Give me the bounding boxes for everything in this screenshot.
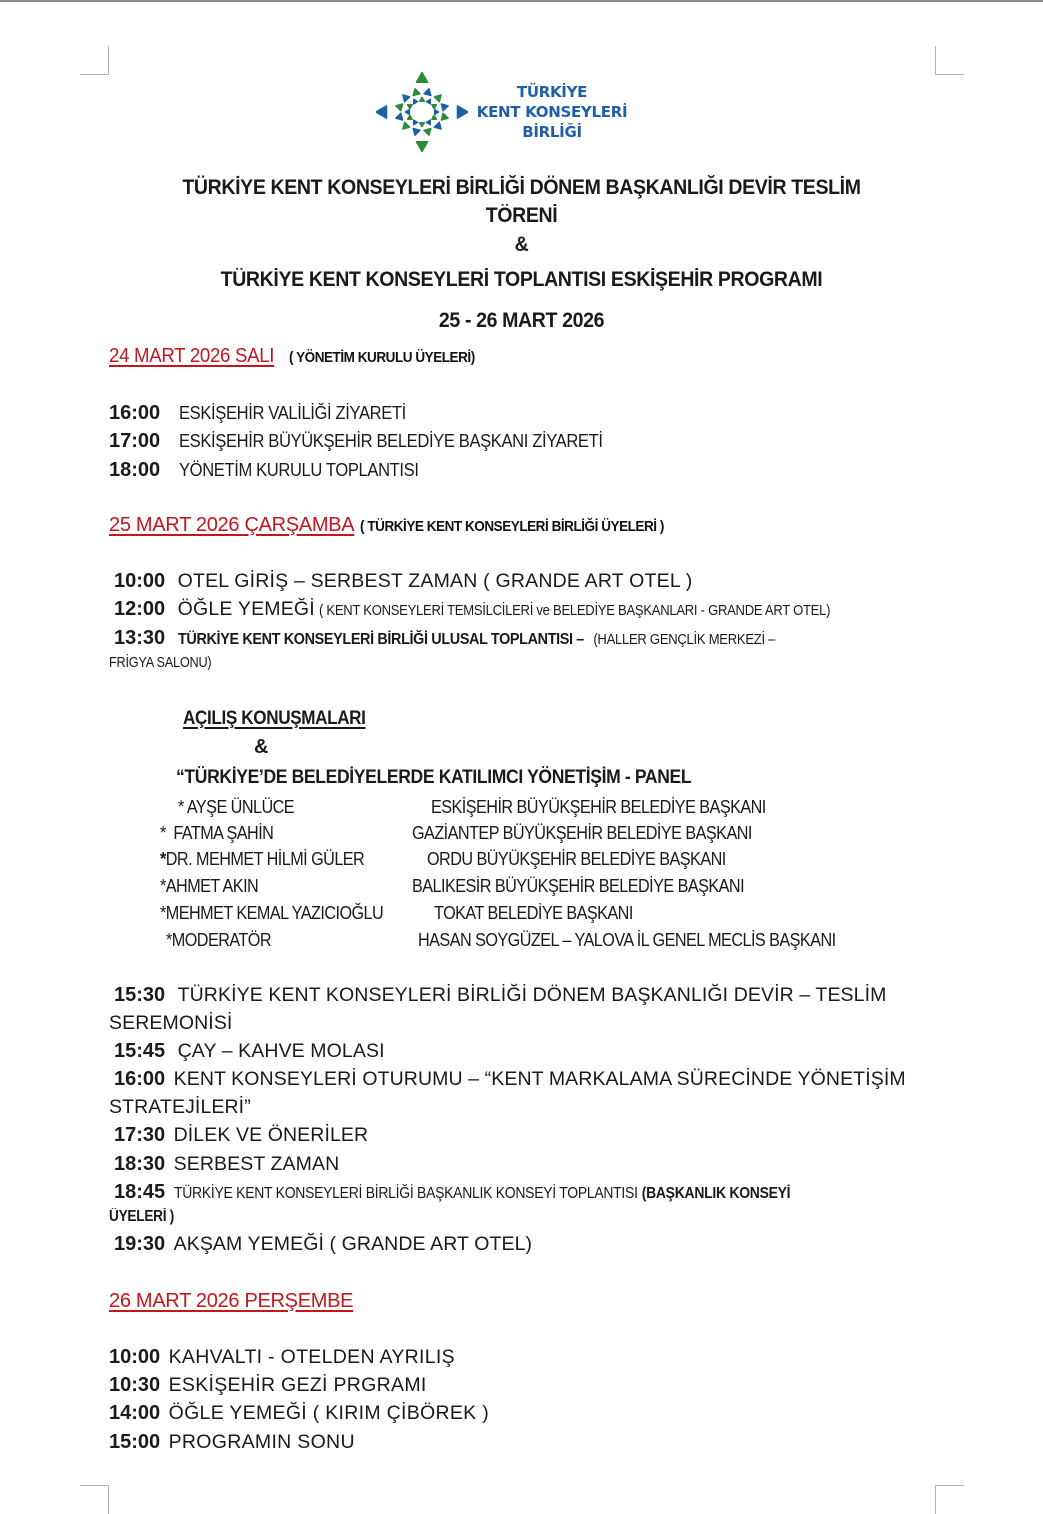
panelist-name: MEHMET KEMAL YAZICIOĞLU <box>165 903 384 923</box>
item-activity: ESKİŞEHİR VALİLİĞİ ZİYARETİ <box>178 403 406 423</box>
panelist-bullet: * <box>160 903 166 923</box>
logo-shape <box>408 105 413 109</box>
item-time: 10:00 <box>114 570 166 592</box>
item-activity: ESKİŞEHİR BÜYÜKŞEHİR BELEDİYE BAŞKANI ZİYARETİ <box>178 431 603 451</box>
item-time: 13:30 <box>114 627 166 649</box>
document-title-line-2: TÖRENİ <box>485 204 558 227</box>
item-time: 15:00 <box>109 1431 161 1453</box>
item-time: 19:30 <box>114 1233 166 1255</box>
panelist-row <box>178 797 294 818</box>
item-time: 17:30 <box>114 1124 166 1146</box>
panelist-role: TOKAT BELEDİYE BAŞKANI <box>434 903 633 923</box>
schedule-item <box>109 1346 455 1369</box>
item-detail: (BAŞKANLIK KONSEYİ <box>641 1185 790 1202</box>
item-activity: KAHVALTI - OTELDEN AYRILIŞ <box>168 1346 455 1368</box>
logo-shape <box>416 73 427 83</box>
panelist-row <box>166 930 271 951</box>
item-time: 12:00 <box>114 598 166 620</box>
day-heading-text: 24 MART 2026 SALI <box>109 345 275 367</box>
day-audience-note: ( YÖNETİM KURULU ÜYELERİ) <box>288 349 475 366</box>
day-heading-24-march <box>109 345 495 368</box>
item-activity: ÇAY – KAHVE MOLASI <box>177 1040 385 1062</box>
item-activity: PROGRAMIN SONU <box>168 1431 355 1453</box>
day-audience-note: ( TÜRKİYE KENT KONSEYLERİ BİRLİĞİ ÜYELERİ ) <box>360 518 665 535</box>
logo-shape <box>434 95 441 102</box>
panelist-row <box>160 823 273 844</box>
panelist-role: BALIKESİR BÜYÜKŞEHİR BELEDİYE BAŞKANI <box>412 876 745 896</box>
item-time: 16:00 <box>109 402 161 424</box>
schedule-item <box>114 1181 858 1204</box>
item-activity: TÜRKİYE KENT KONSEYLERİ BİRLİĞİ DÖNEM BAŞKANLIĞI DEVİR – TESLİM <box>177 984 887 1006</box>
logo-shape <box>432 105 437 109</box>
item-time: 10:30 <box>109 1374 161 1396</box>
panelist-role: ESKİŞEHİR BÜYÜKŞEHİR BELEDİYE BAŞKANI <box>431 797 766 817</box>
logo-shape <box>396 113 403 120</box>
logo-shape <box>413 129 420 136</box>
panelist-bullet: * <box>160 876 166 896</box>
item-time: 15:30 <box>114 984 166 1006</box>
logo-shape <box>396 104 403 111</box>
panelist-name: MODERATÖR <box>171 930 272 950</box>
schedule-item <box>109 430 639 453</box>
crop-mark-top-right <box>935 46 964 75</box>
panelist-role: HASAN SOYGÜZEL – YALOVA İL GENEL MECLİS BAŞKANI <box>418 930 836 950</box>
document-title-line-3: TÜRKİYE KENT KONSEYLERİ TOPLANTISI ESKİŞEHİR PROGRAMI <box>220 268 823 291</box>
logo-shape <box>405 110 409 115</box>
panelist-row <box>160 849 364 870</box>
schedule-item <box>114 1124 368 1147</box>
item-time: 18:00 <box>109 459 161 481</box>
panelist-name: AHMET AKIN <box>165 876 259 896</box>
schedule-item <box>114 1233 532 1256</box>
day-heading-text: 26 MART 2026 PERŞEMBE <box>109 1290 354 1312</box>
item-activity-continued: STRATEJİLERİ” <box>109 1096 251 1118</box>
logo-line-3: BİRLİĞİ <box>522 123 582 141</box>
logo-shape <box>458 106 469 118</box>
panel-ampersand: & <box>254 736 269 758</box>
logo-shape <box>424 89 431 96</box>
item-time: 10:00 <box>109 1346 161 1368</box>
logo-emblem-icon <box>376 72 468 152</box>
document-title-line-1: TÜRKİYE KENT KONSEYLERİ BİRLİĞİ DÖNEM BAŞKANLIĞI DEVİR TESLİM <box>182 176 861 199</box>
item-time: 14:00 <box>109 1402 161 1424</box>
item-time: 16:00 <box>114 1068 166 1090</box>
panelist-role: ORDU BÜYÜKŞEHİR BELEDİYE BAŞKANI <box>427 849 726 869</box>
item-detail: ( KENT KONSEYLERİ TEMSİLCİLERİ ve BELEDİYE BAŞKANLARI - GRANDE ART OTEL) <box>319 603 831 619</box>
schedule-item <box>109 1402 489 1425</box>
date-range: 25 - 26 MART 2026 <box>438 309 605 332</box>
crop-mark-top-left <box>80 46 109 75</box>
logo-shape <box>403 95 410 102</box>
item-activity: ÖĞLE YEMEĞİ ( KIRIM ÇİBÖREK ) <box>168 1402 490 1424</box>
item-activity: TÜRKİYE KENT KONSEYLERİ BİRLİĞİ BAŞKANLIK KONSEYİ TOPLANTISI <box>173 1185 638 1202</box>
day-heading-25-march <box>109 514 698 537</box>
logo-shape <box>441 104 448 111</box>
logo-shape <box>420 123 425 127</box>
panelist-bullet: * <box>178 797 184 817</box>
logo-shape <box>426 120 430 125</box>
panelist-role: GAZİANTEP BÜYÜKŞEHİR BELEDİYE BAŞKANI <box>412 823 752 843</box>
item-activity: DİLEK VE ÖNERİLER <box>173 1124 369 1146</box>
logo-shape <box>434 122 441 129</box>
panelist-name: AYŞE ÜNLÜCE <box>186 797 295 817</box>
panel-title: “TÜRKİYE’DE BELEDİYELERDE KATILIMCI YÖNETİŞİM - PANEL <box>176 766 692 788</box>
opening-speeches-heading: AÇILIŞ KONUŞMALARI <box>183 708 366 729</box>
logo-shape <box>441 113 448 120</box>
item-time: 18:45 <box>114 1181 166 1203</box>
schedule-item <box>114 1040 385 1063</box>
item-detail-continued: FRİGYA SALONU) <box>109 655 212 671</box>
item-time: 17:00 <box>109 430 161 452</box>
item-activity: SERBEST ZAMAN <box>173 1153 340 1175</box>
panelist-name: DR. MEHMET HİLMİ GÜLER <box>165 849 365 869</box>
panelist-name: FATMA ŞAHİN <box>173 823 274 843</box>
panelist-bullet: * <box>160 849 166 869</box>
item-activity: AKŞAM YEMEĞİ ( GRANDE ART OTEL) <box>173 1233 533 1255</box>
item-activity: ÖĞLE YEMEĞİ <box>177 598 315 620</box>
schedule-item <box>114 570 692 593</box>
logo-shape <box>432 115 437 119</box>
logo-shape <box>413 89 420 96</box>
panelist-bullet: * <box>160 823 166 843</box>
schedule-item <box>109 459 439 482</box>
schedule-item <box>114 627 841 650</box>
logo-shape <box>414 99 418 104</box>
schedule-item <box>109 1374 427 1397</box>
item-activity: TÜRKİYE KENT KONSEYLERİ BİRLİĞİ ULUSAL TOPLANTISI – <box>177 631 584 648</box>
panelist-bullet: * <box>166 930 172 950</box>
item-activity: ESKİŞEHİR GEZİ PRGRAMI <box>168 1374 427 1396</box>
logo-shape <box>435 110 439 115</box>
schedule-item <box>114 598 887 621</box>
schedule-item <box>109 1431 355 1454</box>
item-activity-continued: SEREMONİSİ <box>109 1012 233 1034</box>
title-ampersand: & <box>514 233 529 256</box>
schedule-item <box>114 1153 339 1176</box>
panelist-row <box>160 903 383 924</box>
logo-shape <box>376 106 387 118</box>
day-heading-26-march <box>109 1290 353 1313</box>
logo-line-1: TÜRKİYE <box>516 83 588 101</box>
panelist-row <box>160 876 258 897</box>
item-time: 15:45 <box>114 1040 166 1062</box>
item-activity: YÖNETİM KURULU TOPLANTISI <box>178 460 419 480</box>
item-activity: KENT KONSEYLERİ OTURUMU – “KENT MARKALAMA SÜRECİNDE YÖNETİŞİM <box>173 1068 906 1090</box>
item-detail: (HALLER GENÇLİK MERKEZİ – <box>592 632 775 648</box>
logo-shape <box>403 122 410 129</box>
schedule-item <box>114 984 886 1007</box>
crop-mark-bottom-right <box>935 1485 964 1514</box>
logo-shape <box>414 120 418 125</box>
logo-shape <box>416 142 427 152</box>
crop-mark-bottom-left <box>80 1485 109 1514</box>
day-heading-text: 25 MART 2026 ÇARŞAMBA <box>109 514 355 536</box>
logo-wordmark <box>476 82 628 142</box>
logo-shape <box>424 129 431 136</box>
logo-shape <box>426 99 430 104</box>
organization-logo <box>376 72 636 152</box>
item-time: 18:30 <box>114 1153 166 1175</box>
item-activity: OTEL GİRİŞ – SERBEST ZAMAN ( GRANDE ART OTEL ) <box>177 570 693 592</box>
item-detail-continued: ÜYELERİ ) <box>109 1208 175 1225</box>
logo-line-2: KENT KONSEYLERİ <box>476 103 628 121</box>
schedule-item <box>109 402 425 425</box>
logo-shape <box>408 115 413 119</box>
schedule-item <box>114 1068 906 1091</box>
logo-shape <box>420 97 425 101</box>
